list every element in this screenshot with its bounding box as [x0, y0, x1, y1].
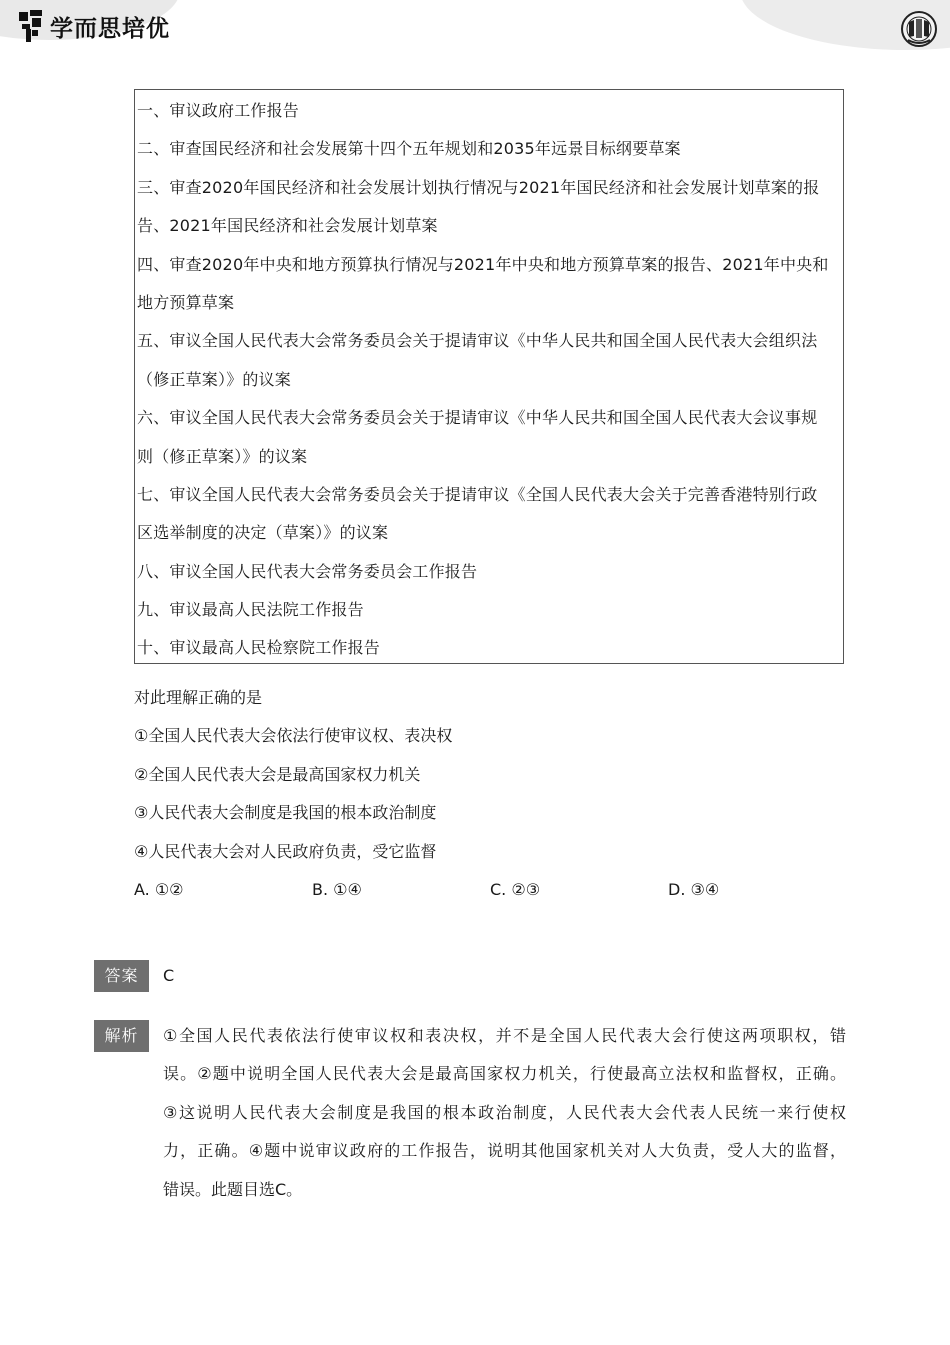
answer-value: C	[163, 966, 175, 985]
agenda-line: 六、审议全国人民代表大会常务委员会关于提请审议《中华人民共和国全国人民代表大会议事规	[137, 408, 818, 428]
brand-logo	[18, 8, 170, 44]
agenda-line: 一、审议政府工作报告	[137, 101, 300, 120]
choice-c: C. ②③	[490, 879, 541, 899]
answer-choices	[134, 871, 846, 909]
agenda-line: 告、2021年国民经济和社会发展计划草案	[137, 216, 438, 236]
agenda-line: 区选举制度的决定（草案）》的议案	[137, 523, 389, 543]
analysis-label: 解析	[94, 1020, 149, 1052]
xueersi-logo-icon	[18, 9, 44, 43]
analysis-line: ③这说明人民代表大会制度是我国的根本政治制度，人民代表大会代表人民统一来行使权	[163, 1102, 846, 1122]
agenda-line: 十、审议最高人民检察院工作报告	[137, 638, 381, 658]
agenda-line: 二、审查国民经济和社会发展第十四个五年规划和2035年远景目标纲要草案	[137, 139, 681, 159]
agenda-line: 地方预算草案	[137, 292, 235, 312]
agenda-line: 五、审议全国人民代表大会常务委员会关于提请审议《中华人民共和国全国人民代表大会组织法	[137, 331, 818, 351]
agenda-line: 八、审议全国人民代表大会常务委员会工作报告	[137, 561, 478, 581]
question-statement: ②全国人民代表大会是最高国家权力机关	[134, 764, 421, 784]
agenda-line: （修正草案）》的议案	[137, 369, 292, 389]
analysis-line: ①全国人民代表依法行使审议权和表决权，并不是全国人民代表大会行使这两项职权，错	[163, 1026, 846, 1045]
question-block	[134, 679, 846, 909]
agenda-line: 三、审查2020年国民经济和社会发展计划执行情况与2021年国民经济和社会发展计划草案的报	[137, 177, 820, 197]
question-statement: ④人民代表大会对人民政府负责，受它监督	[134, 841, 437, 861]
analysis-line: 力，正确。④题中说审议政府的工作报告，说明其他国家机关对人大负责，受人大的监督，	[163, 1141, 846, 1161]
agenda-line: 则（修正草案）》的议案	[137, 446, 308, 466]
analysis-line: 错误。此题目选C。	[163, 1179, 303, 1199]
choice-d: D. ③④	[668, 879, 720, 899]
agenda-line: 九、审议最高人民法院工作报告	[137, 600, 364, 620]
choice-a: A. ①②	[134, 879, 184, 899]
agenda-line: 四、审查2020年中央和地方预算执行情况与2021年中央和地方预算草案的报告、2021年中央和	[137, 254, 829, 274]
brand-name: 学而思培优	[50, 15, 170, 42]
analysis-line: 误。②题中说明全国人民代表大会是最高国家权力机关，行使最高立法权和监督权，正确。	[163, 1064, 846, 1084]
answer-label: 答案	[94, 960, 149, 992]
question-statement: ①全国人民代表大会依法行使审议权、表决权	[134, 726, 453, 746]
analysis-text	[163, 1017, 846, 1209]
question-prompt: 对此理解正确的是	[134, 688, 263, 707]
agenda-box	[134, 89, 844, 664]
school-crest-icon	[900, 10, 938, 48]
choice-b: B. ①④	[312, 879, 362, 899]
agenda-line: 七、审议全国人民代表大会常务委员会关于提请审议《全国人民代表大会关于完善香港特别行政	[137, 484, 818, 504]
question-statement: ③人民代表大会制度是我国的根本政治制度	[134, 803, 437, 823]
